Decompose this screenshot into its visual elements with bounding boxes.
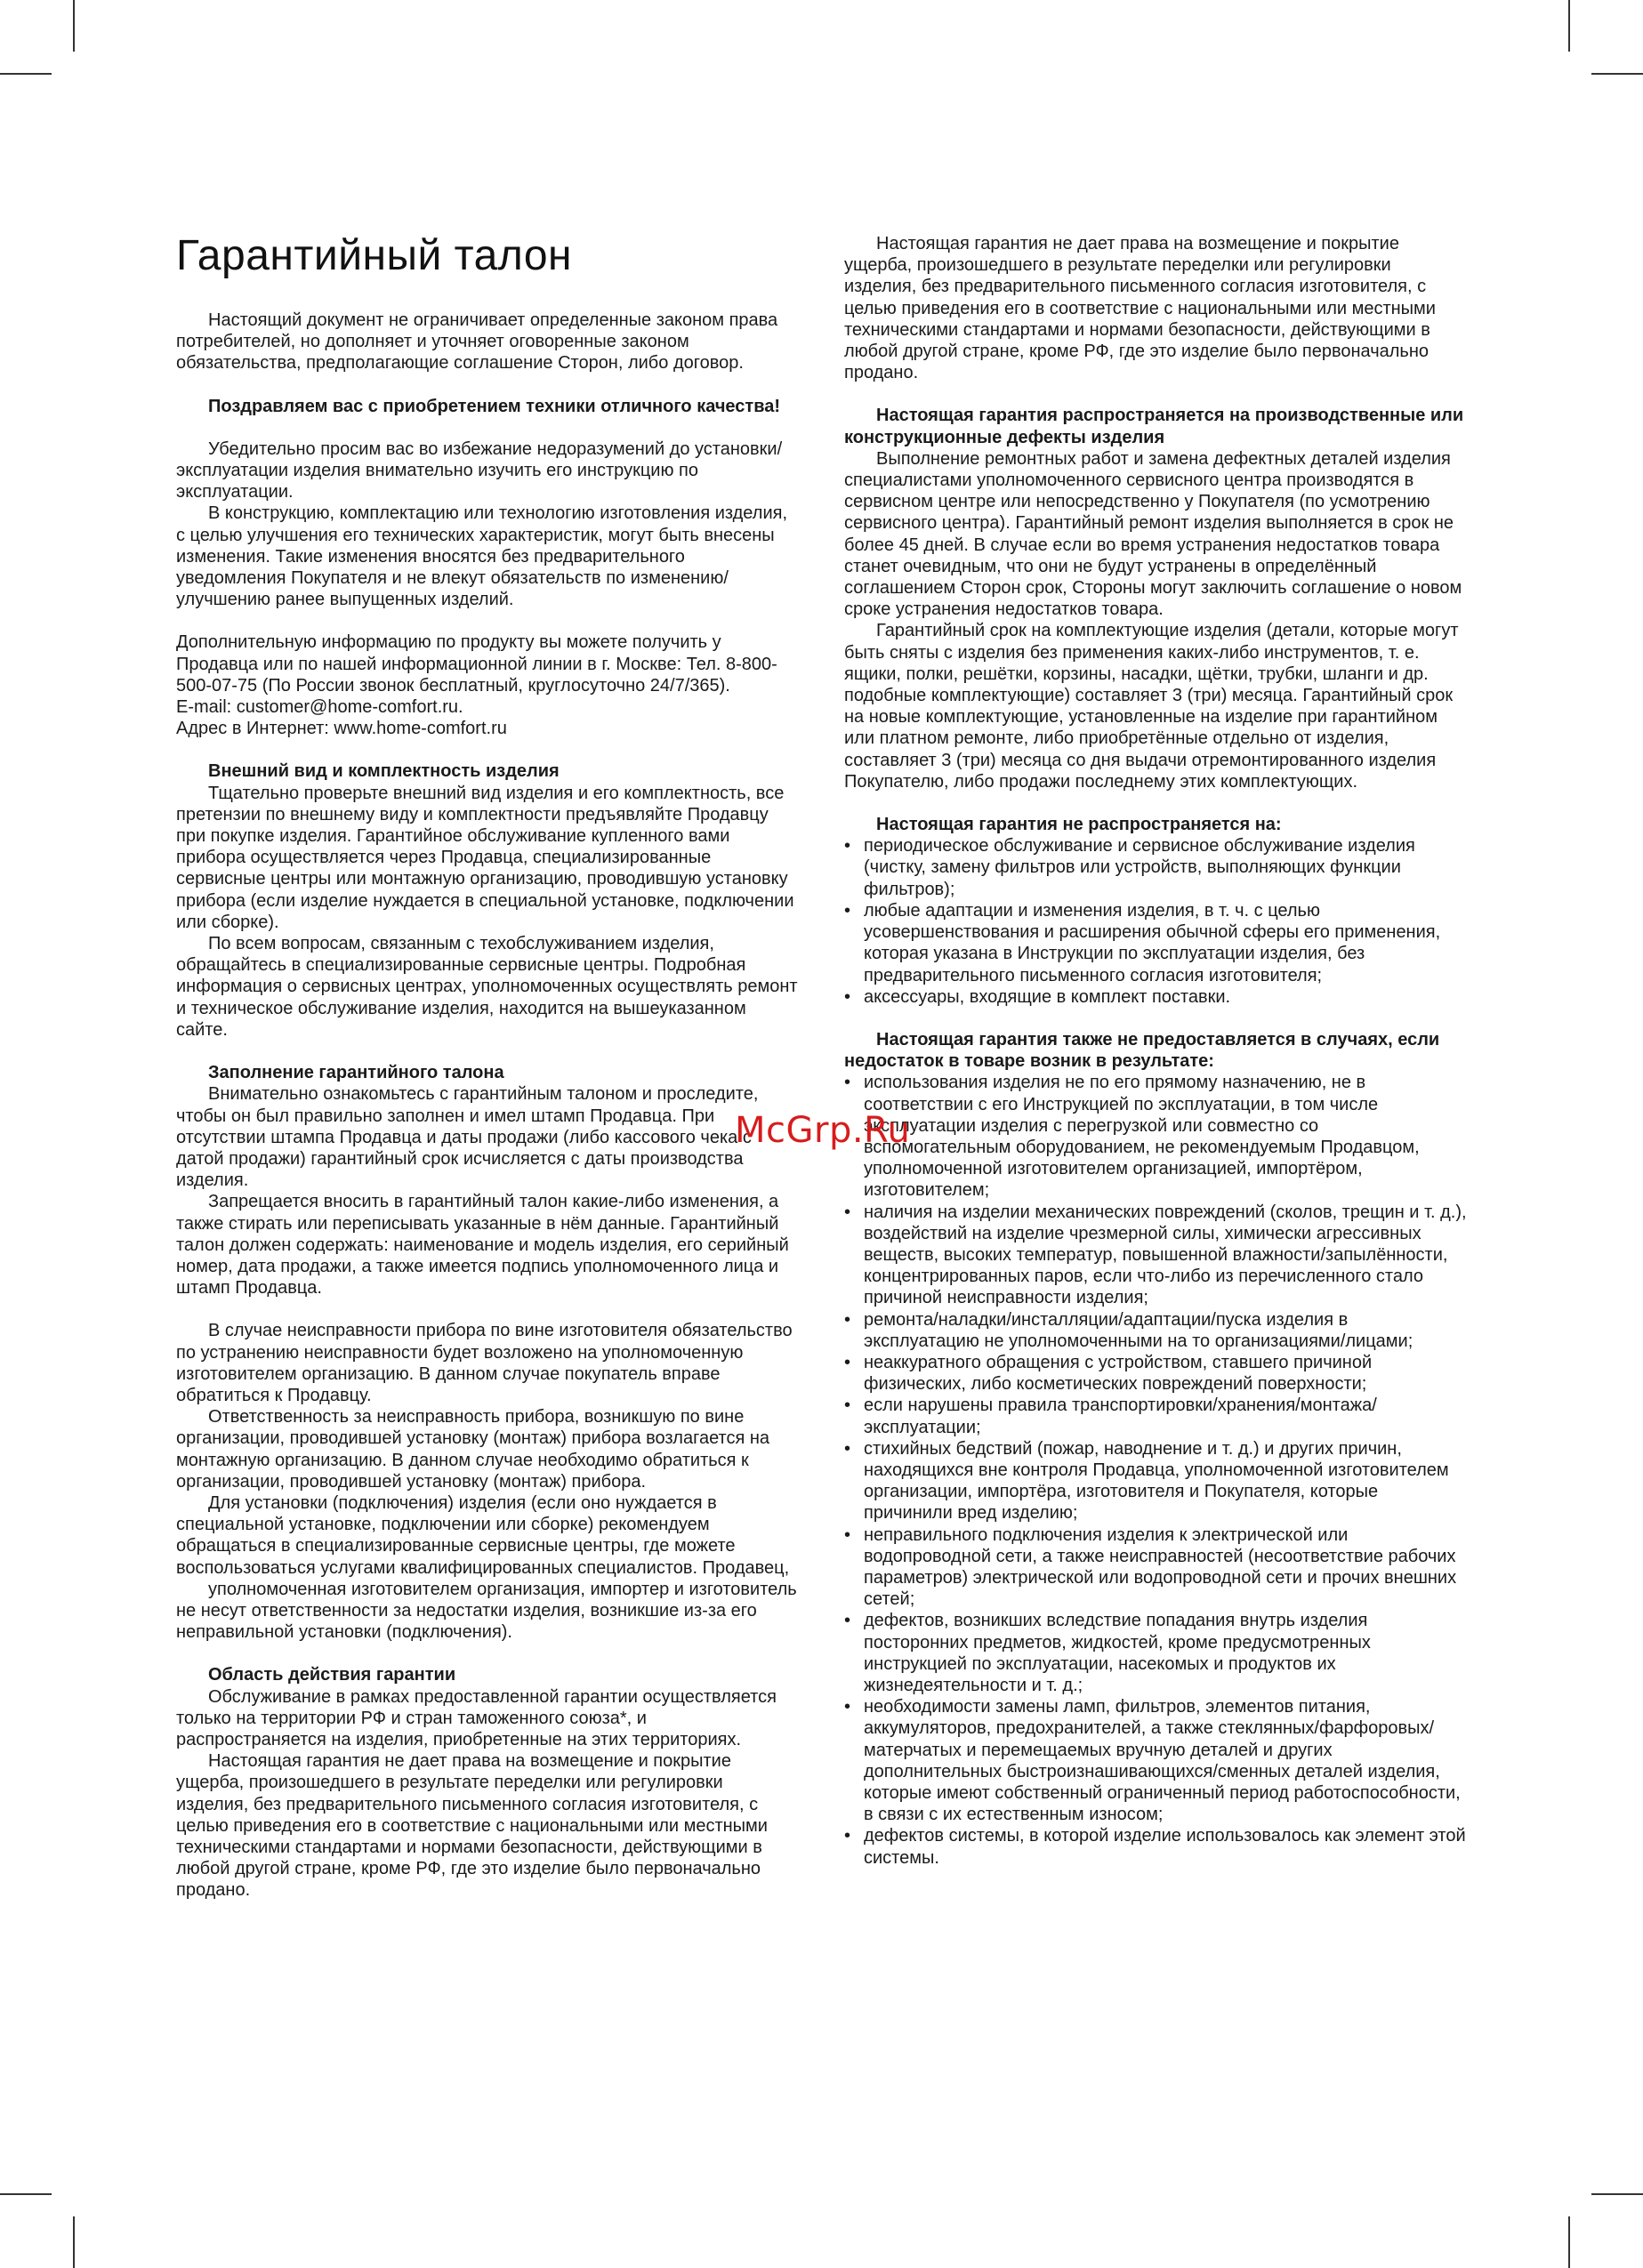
list-item: • использования изделия не по его прямому назначению, не в соответствии с его Инструкцией по эксплуатации, в том числе эксплуатации изделия с перегрузкой или совместно со вспомогательным оборудованием, не рекомендуемым Продавцом, уполномоченной изготовителем организацией, импортёром, изготовителем; bbox=[844, 1072, 1467, 1201]
spacer bbox=[176, 1041, 799, 1062]
spacer bbox=[176, 610, 799, 631]
section-heading: Настоящая гарантия также не предоставляется в случаях, если недостаток в товаре возник в результате: bbox=[844, 1029, 1440, 1072]
page-title: Гарантийный талон bbox=[176, 232, 573, 279]
crop-mark bbox=[0, 73, 52, 75]
paragraph: Обслуживание в рамках предоставленной гарантии осуществляется только на территории РФ и стран таможенного союза*, и распространяется на изделия, приобретенные на этих территориях. bbox=[176, 1686, 777, 1749]
paragraph: Гарантийный срок на комплектующие изделия (детали, которые могут быть сняты с изделия без применения каких-либо инструментов, т. е. ящики, полки, решётки, корзины, насадки, щётки, трубки, шланги и др. подобные комплектующие) составляет 3 (три) месяца. Гарантийный срок на новые комплектующие, установленные на изделие при гарантийном или платном ремонте, либо приобретённые отдельно от изделия, составляет 3 (три) месяца со дня выдачи отремонтированного изделия Покупателю, либо продажи последнему этих комплектующих. bbox=[844, 621, 1459, 792]
list-item: • стихийных бедствий (пожар, наводнение и т. д.) и других причин, находящихся вне контроля Продавца, уполномоченной изготовителем организации, импортёра, изготовителя и Покупателя, которые причинили вред изделию; bbox=[844, 1438, 1467, 1524]
paragraph: Убедительно просим вас во избежание недоразумений до установки/эксплуатации изделия внимательно изучить его инструкцию по эксплуатации. bbox=[176, 438, 783, 503]
crop-mark bbox=[73, 0, 75, 52]
section-heading: Настоящая гарантия распространяется на производственные или конструкционные дефекты изделия bbox=[844, 406, 1464, 447]
section-heading: Поздравляем вас с приобретением техники отличного качества! bbox=[208, 396, 781, 416]
paragraph: Выполнение ремонтных работ и замена дефектных деталей изделия специалистами уполномоченного сервисного центра производятся в сервисном центре или непосредственно у Покупателя (по усмотрению сервисного центра). Гарантийный ремонт изделия выполняется в срок не более 45 дней. В случае если во время устранения недостатков товара станет очевидным, что они не будут устранены в определённый соглашением Сторон срок, Стороны могут заключить соглашение о новом сроке устранения недостатков товара. bbox=[844, 448, 1462, 620]
paragraph: уполномоченная изготовителем организация, импортер и изготовитель не несут ответственности за недостатки изделия, возникшие из-за его неправильной установки (подключения). bbox=[176, 1579, 797, 1643]
crop-mark bbox=[1591, 73, 1643, 75]
paragraph: Для установки (подключения) изделия (если оно нуждается в специальной установке, подключении или сборке) рекомендуем обращаться в специализированные сервисные центры, где можете воспользоваться услугами квалифицированных специалистов. Продавец, bbox=[176, 1492, 790, 1578]
spacer bbox=[844, 792, 1467, 814]
list-item: • любые адаптации и изменения изделия, в т. ч. с целью усовершенствования и расширения обычной сферы его применения, которая указана в Инструкции по эксплуатации изделия, без предварительного письменного согласия изготовителя; bbox=[844, 900, 1467, 986]
section-heading: Заполнение гарантийного талона bbox=[208, 1063, 504, 1083]
crop-mark bbox=[73, 2216, 75, 2268]
list-item: • дефектов, возникших вследствие попадания внутрь изделия посторонних предметов, жидкостей, кроме предусмотренных инструкцией по эксплуатации, насекомых и продуктов их жизнедеятельности и т. д.; bbox=[844, 1610, 1467, 1696]
spacer bbox=[176, 417, 799, 438]
list-item: • необходимости замены ламп, фильтров, элементов питания, аккумуляторов, предохранителей, а также стеклянных/фарфоровых/матерчатых и перемещаемых вручную деталей и других дополнительных быстроизнашивающихся/сменных деталей изделия, которые имеют собственный ограниченный период работоспособности, в связи с их естественным износом; bbox=[844, 1696, 1467, 1825]
watermark-text: McGrp.Ru bbox=[735, 1110, 911, 1151]
paragraph: Дополнительную информацию по продукту вы можете получить у Продавца или по нашей информационной линии в г. Москве: Тел. 8-800-500-07-75 (По России звонок бесплатный, круглосуточно 24/7/365). bbox=[176, 632, 777, 696]
paragraph: Настоящая гарантия не дает права на возмещение и покрытие ущерба, произошедшего в результате переделки или регулировки изделия, без предварительного письменного согласия изготовителя, с целью приведения его в соответствие с национальными или местными техническими стандартами и нормами безопасности, действующими в любой другой стране, кроме РФ, где это изделие было первоначально продано. bbox=[176, 1751, 768, 1901]
spacer bbox=[176, 739, 799, 760]
paragraph: Запрещается вносить в гарантийный талон какие-либо изменения, а также стирать или переписывать указанные в нём данные. Гарантийный талон должен содержать: наименование и модель изделия, его серийный номер, дата продажи, а также имеется подпись уполномоченного лица и штамп Продавца. bbox=[176, 1192, 789, 1299]
list-item: • неаккуратного обращения с устройством, ставшего причиной физических, либо косметических повреждений поверхности; bbox=[844, 1352, 1467, 1395]
bullet-list bbox=[844, 835, 1467, 1008]
list-item: • неправильного подключения изделия к электрической или водопроводной сети, а также неисправностей (несоответствие рабочих параметров) электрической или водопроводной сети и прочих внешних сетей; bbox=[844, 1524, 1467, 1611]
paragraph: Тщательно проверьте внешний вид изделия и его комплектность, все претензии по внешнему виду и комплектности предъявляйте Продавцу при покупке изделия. Гарантийное обслуживание купленного вами прибора осуществляется через Продавца, специализированные сервисные центры или монтажную организацию, проводившую установку прибора (если изделие нуждается в специальной установке, подключении или сборке). bbox=[176, 783, 794, 932]
paragraph: В конструкцию, комплектацию или технологию изготовления изделия, с целью улучшения его технических характеристик, могут быть внесены изменения. Такие изменения вносятся без предварительного уведомления Покупателя и не влекут обязательств по изменению/улучшению ранее выпущенных изделий. bbox=[176, 503, 787, 610]
bullet-list bbox=[844, 1072, 1467, 1869]
paragraph: Настоящий документ не ограничивает определенные законом права потребителей, но дополняет и уточняет оговоренные законом обязательства, предполагающие соглашение Сторон, либо договор. bbox=[176, 310, 778, 374]
left-column bbox=[176, 233, 799, 1902]
paragraph: Адрес в Интернет: www.home-comfort.ru bbox=[176, 719, 507, 739]
left-column-text bbox=[176, 310, 799, 1902]
list-item: • аксессуары, входящие в комплект поставки. bbox=[844, 986, 1467, 1008]
list-item: • если нарушены правила транспортировки/хранения/монтажа/эксплуатации; bbox=[844, 1395, 1467, 1437]
list-item: • периодическое обслуживание и сервисное обслуживание изделия (чистку, замену фильтров или устройств, выполняющих функции фильтров); bbox=[844, 835, 1467, 900]
section-heading: Настоящая гарантия не распространяется на: bbox=[876, 815, 1282, 835]
right-column bbox=[844, 233, 1467, 1869]
spacer bbox=[176, 374, 799, 396]
paragraph: Ответственность за неисправность прибора, возникшую по вине организации, проводившей установку (монтаж) прибора возлагается на монтажную организацию. В данном случае необходимо обратиться к организации, проводившей установку (монтаж) прибора. bbox=[176, 1407, 770, 1492]
spacer bbox=[176, 1643, 799, 1664]
list-item: • наличия на изделии механических повреждений (сколов, трещин и т. д.), воздействий на изделие чрезмерной силы, химически агрессивных веществ, высоких температур, повышенной влажности/запылённости, концентрированных паров, если что-либо из перечисленного стало причиной неисправности изделия; bbox=[844, 1202, 1467, 1309]
paragraph: Настоящая гарантия не дает права на возмещение и покрытие ущерба, произошедшего в результате переделки или регулировки изделия, без предварительного письменного согласия изготовителя, с целью приведения его в соответствие с национальными или местными техническими стандартами и нормами безопасности, действующими в любой другой стране, кроме РФ, где это изделие было первоначально продано. bbox=[844, 234, 1436, 383]
paragraph: E-mail: customer@home-comfort.ru. bbox=[176, 697, 463, 718]
crop-mark bbox=[1568, 2216, 1570, 2268]
section-heading: Внешний вид и комплектность изделия bbox=[208, 761, 560, 782]
spacer bbox=[176, 1299, 799, 1320]
section-heading: Область действия гарантии bbox=[208, 1665, 456, 1685]
paragraph: Внимательно ознакомьтесь с гарантийным талоном и проследите, чтобы он был правильно заполнен и имел штамп Продавца. При отсутствии штампа Продавца и даты продажи (либо кассового чека с датой продажи) гарантийный срок исчисляется с даты производства изделия. bbox=[176, 1084, 759, 1191]
right-column-text bbox=[844, 233, 1467, 1869]
crop-mark bbox=[1591, 2193, 1643, 2195]
list-item: • ремонта/наладки/инсталляции/адаптации/пуска изделия в эксплуатацию не уполномоченными на то организациями/лицами; bbox=[844, 1309, 1467, 1352]
list-item: • дефектов системы, в которой изделие использовалось как элемент этой системы. bbox=[844, 1825, 1467, 1868]
crop-mark bbox=[1568, 0, 1570, 52]
crop-mark bbox=[0, 2193, 52, 2195]
paragraph: В случае неисправности прибора по вине изготовителя обязательство по устранению неисправности будет возложено на уполномоченную изготовителем организацию. В данном случае покупатель вправе обратиться к Продавцу. bbox=[176, 1321, 793, 1405]
paragraph: По всем вопросам, связанным с техобслуживанием изделия, обращайтесь в специализированные сервисные центры. Подробная информация о сервисных центрах, уполномоченных осуществлять ремонт и техническое обслуживание изделия, находится на вышеуказанном сайте. bbox=[176, 934, 798, 1040]
spacer bbox=[844, 383, 1467, 405]
spacer bbox=[844, 1008, 1467, 1029]
